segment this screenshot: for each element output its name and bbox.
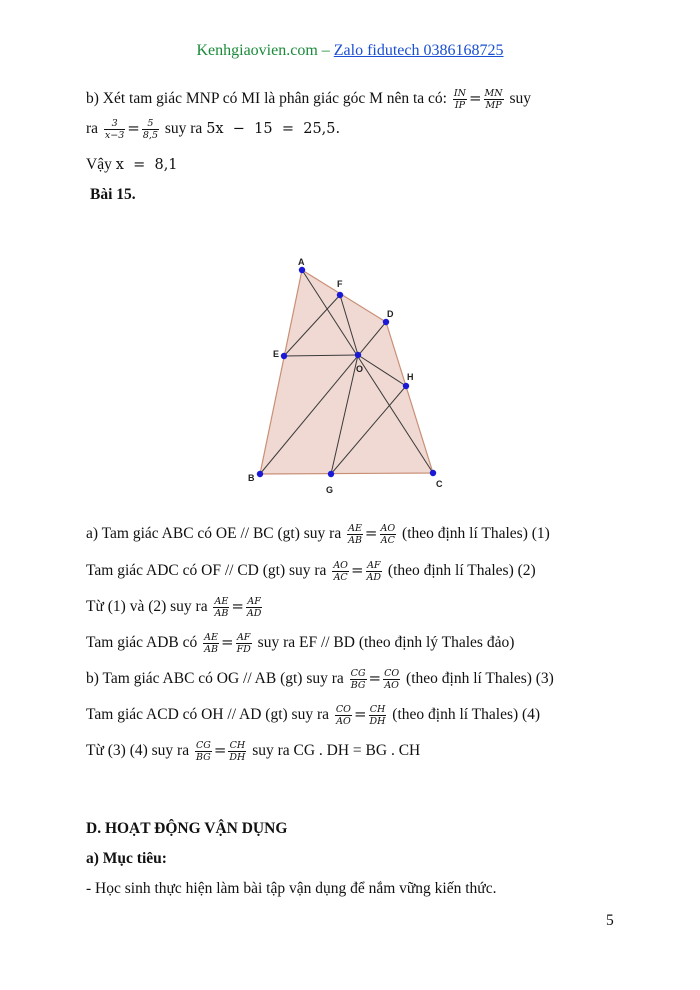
part-b-suy-ra: suy ra [160,120,207,138]
part-b-ra: ra [86,120,102,138]
equals-sign: = [468,89,482,108]
equals-sign: = [127,119,140,138]
point-b [257,471,263,477]
point-d [383,319,389,325]
point-o [355,352,361,358]
page-header [0,42,700,60]
geometry-figure [235,245,465,500]
fraction: $\frac{AE}{AB}$ [214,596,229,619]
point-c [430,470,436,476]
fraction: $\frac{AF}{AD}$ [366,560,382,583]
fraction: $\frac{CG}{BG}$ [350,668,366,691]
page-number: 5 [606,912,614,929]
proof-line-3: Từ (1) và (2) suy ra $\frac{AE}{AB}$ = $\frac{AF}{AD}$ [86,596,262,619]
label-o: O [356,364,364,374]
fraction: $\frac{IN}{IP}$ [453,88,466,111]
fraction: $\frac{CO}{AO}$ [384,668,400,691]
fraction: $\frac{AO}{AC}$ [333,560,348,583]
label-b: B [248,473,255,483]
fraction: $\frac{MN}{MP}$ [484,88,503,111]
point-e [281,353,287,359]
point-a [299,267,305,273]
label-a: A [298,257,305,267]
exercise-heading: Bài 15. [90,186,136,203]
point-f [337,292,343,298]
header-contact-link[interactable]: Zalo fidutech 0386168725 [333,42,504,59]
part-b-line-1 [86,88,531,111]
fraction: $\frac{AO}{AC}$ [380,523,396,546]
label-e: E [273,349,280,359]
label-h: H [407,372,414,382]
section-d-subtitle: a) Mục tiêu: [86,850,167,867]
fraction: $\frac{AE}{AB}$ [204,632,218,655]
header-separator: – [317,42,334,59]
fraction: $\frac{CH}{DH}$ [229,740,246,763]
label-g: G [326,485,334,495]
proof-line-6: Tam giác ACD có OH // AD (gt) suy ra $\frac{CO}{AO}$ = $\frac{CH}{DH}$ (theo định lí Thales) (4) [86,704,541,727]
proof-line-7: Từ (3) (4) suy ra $\frac{CG}{BG}$ = $\frac{CH}{DH}$ suy ra CG . DH = BG . CH [86,740,421,763]
fraction: $\frac{CG}{BG}$ [195,740,211,763]
proof-line-5: b) Tam giác ABC có OG // AB (gt) suy ra $\frac{CG}{BG}$ = $\frac{CO}{AO}$ (theo định lí Thales) (3) [86,668,554,691]
fraction: $\frac{CO}{AO}$ [335,704,351,727]
part-b-line-2 [86,118,340,141]
label-d: D [387,309,394,319]
header-site: Kenhgiaovien.com [196,42,318,59]
fraction: $\frac{AF}{AD}$ [246,596,262,619]
point-h [403,383,409,389]
fraction: $\frac{AE}{AB}$ [348,523,362,546]
fraction: $\frac{5}{8,5}$ [142,118,158,141]
conclusion-line [86,156,178,174]
section-d-title: D. HOẠT ĐỘNG VẬN DỤNG [86,820,288,837]
section-d-item: - Học sinh thực hiện làm bài tập vận dụng để nắm vững kiến thức. [86,880,497,897]
fraction: $\frac{CH}{DH}$ [369,704,386,727]
label-f: F [337,279,343,289]
fraction: $\frac{AF}{FD}$ [236,632,251,655]
proof-line-4: Tam giác ADB có $\frac{AE}{AB}$ = $\frac{AF}{FD}$ suy ra EF // BD (theo định lý Thales đảo) [86,632,515,655]
point-g [328,471,334,477]
proof-line-1: a) Tam giác ABC có OE // BC (gt) suy ra $\frac{AE}{AB}$ = $\frac{AO}{AC}$ (theo định lí Thales) (1) [86,523,550,546]
conclusion-equation: x = 8,1 [115,157,178,173]
label-c: C [436,479,443,489]
fraction: $\frac{3}{x-3}$ [104,118,125,141]
conclusion-vay: Vậy [86,156,116,173]
part-b-suy: suy [509,90,531,108]
proof-line-2: Tam giác ADC có OF // CD (gt) suy ra $\frac{AO}{AC}$ = $\frac{AF}{AD}$ (theo định lí Thales) (2) [86,560,536,583]
part-b-text: b) Xét tam giác MNP có MI là phân giác góc M nên ta có: [86,90,451,108]
part-b-equation: 5x − 15 = 25,5. [206,121,341,138]
